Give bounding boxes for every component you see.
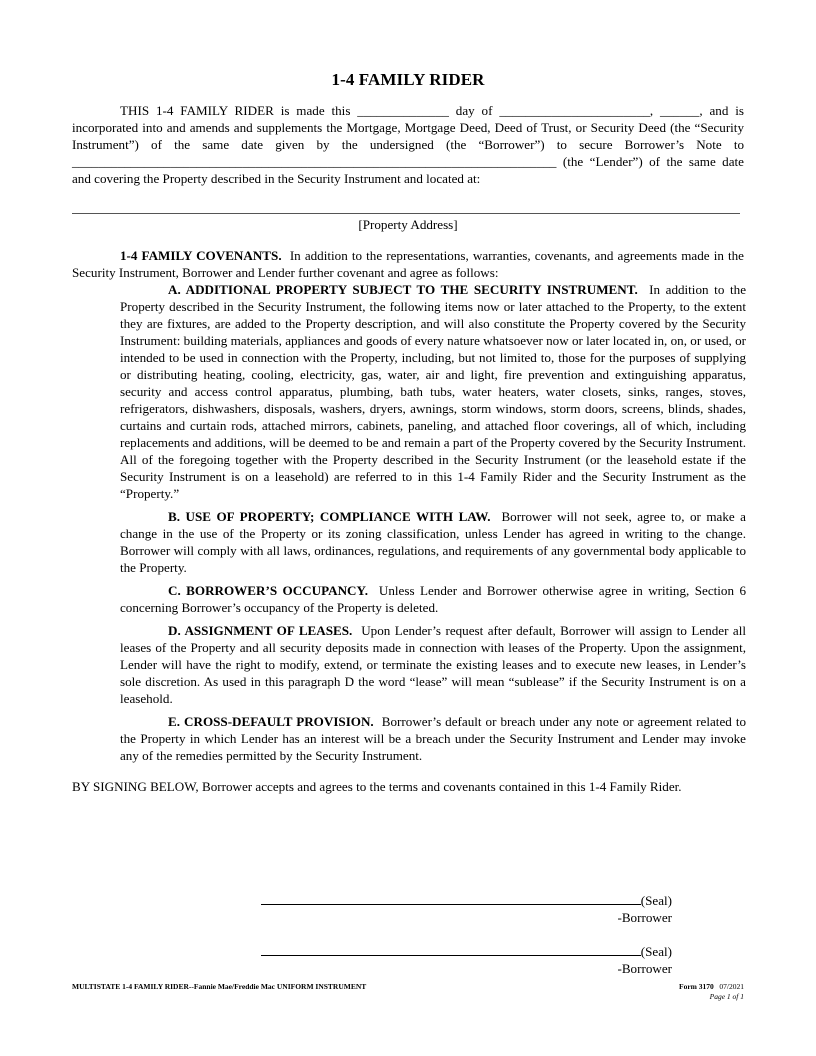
section-c-heading: C. BORROWER’S OCCUPANCY. bbox=[168, 583, 369, 598]
intro-part2: day of bbox=[455, 103, 493, 118]
covenants-heading: 1-4 FAMILY COVENANTS. bbox=[120, 248, 282, 263]
intro-part4: (the “Lender”) of the same date and covering the Property described in the Security Instrument and located at: bbox=[72, 154, 744, 186]
section-d bbox=[120, 622, 746, 707]
form-date: 07/2021 bbox=[719, 982, 744, 991]
section-e-heading: E. CROSS-DEFAULT PROVISION. bbox=[168, 714, 374, 729]
property-address-line[interactable] bbox=[72, 203, 740, 214]
signing-statement: BY SIGNING BELOW, Borrower accepts and agrees to the terms and covenants contained in this 1-4 Family Rider. bbox=[72, 779, 682, 794]
covenants-paragraph bbox=[72, 247, 744, 281]
seal-label: (Seal) bbox=[640, 893, 672, 908]
property-address-label: [Property Address] bbox=[358, 217, 458, 232]
section-a-heading: A. ADDITIONAL PROPERTY SUBJECT TO THE SECURITY INSTRUMENT. bbox=[168, 282, 638, 297]
document-title: 1-4 FAMILY RIDER bbox=[331, 70, 485, 89]
covenant-sections bbox=[120, 281, 746, 764]
year-blank[interactable]: ______ bbox=[660, 103, 700, 118]
section-a bbox=[120, 281, 746, 502]
section-e-text: Borrower’s default or breach under any note or agreement related to the Property in which Lender has an interest will be a breach under the Security Instrument and Lender may invoke any of the remedies permitted by the Security Instrument. bbox=[120, 714, 747, 763]
intro-paragraph bbox=[72, 102, 744, 187]
signature-row bbox=[256, 943, 672, 960]
document-page bbox=[72, 70, 747, 795]
page-number: Page 1 of 1 bbox=[709, 992, 744, 1001]
intro-comma: , bbox=[649, 103, 654, 118]
covenants-text: In addition to the representations, warranties, covenants, and agreements made in the Security Instrument, Borrower and Lender further covenant and agree as follows: bbox=[72, 248, 744, 280]
month-blank[interactable]: _______________________ bbox=[499, 103, 650, 118]
borrower-label: -Borrower bbox=[617, 910, 672, 925]
signature-row bbox=[256, 892, 672, 909]
signature-block-1 bbox=[256, 892, 672, 926]
section-a-text: In addition to the Property described in the Security Instrument, the following items now or later attached to the Property, to the extent they are fixtures, are added to the Property description, and will also constitute the Property covered by the Security Instrument: building materials, appliances and goods of every nature whatsoever now or later located in, on, or used, or intended to be used in connection with the Property, including, but not limited to, those for the purposes of supplying or distributing heating, cooling, electricity, gas, water, air and light, fire prevention and extinguishing apparatus, security and access control apparatus, plumbing, bath tubs, water heaters, water closets, sinks, ranges, stoves, refrigerators, dishwashers, disposals, washers, dryers, awnings, storm windows, storm doors, screens, blinds, shades, curtains and curtain rods, attached mirrors, cabinets, paneling, and attached floor coverings, all of which, including replacements and additions, will be deemed to be and remain a part of the Property covered by the Security Instrument. All of the foregoing together with the Property described in the Security Instrument (or the leasehold estate if the Security Instrument is on a leasehold) are referred to in this 1-4 Family Rider and the Security Instrument as the “Property.” bbox=[120, 282, 747, 501]
footer-instrument-name: MULTISTATE 1-4 FAMILY RIDER--Fannie Mae/Freddie Mac UNIFORM INSTRUMENT bbox=[72, 982, 367, 991]
section-b-heading: B. USE OF PROPERTY; COMPLIANCE WITH LAW. bbox=[168, 509, 491, 524]
form-number: Form 3170 bbox=[678, 982, 714, 991]
section-b-text: Borrower will not seek, agree to, or make a change in the use of the Property or its zoning classification, unless Lender has agreed in writing to the change. Borrower will comply with all laws, ordinances, regulations, and requirements of any governmental body applicable to the Property. bbox=[120, 509, 746, 575]
signature-line[interactable] bbox=[261, 943, 641, 956]
signature-line[interactable] bbox=[261, 892, 641, 905]
intro-part3: , and is incorporated into and amends and supplements the Mortgage, Mortgage Deed, Deed of Trust, or Security Deed (the “Security Instrument”) of the same date given by the undersigned (the “Borrower”) to secure Borrower’s Note to bbox=[72, 103, 744, 152]
lender-blank[interactable]: __________________________________________________________________________ bbox=[72, 154, 557, 169]
seal-label: (Seal) bbox=[640, 944, 672, 959]
intro-part1: THIS 1-4 FAMILY RIDER is made this bbox=[120, 103, 351, 118]
day-blank[interactable]: ______________ bbox=[357, 103, 449, 118]
footer-form-info bbox=[679, 982, 744, 1002]
signature-block-2 bbox=[256, 943, 672, 977]
section-e bbox=[120, 713, 746, 764]
section-c bbox=[120, 582, 746, 616]
section-b bbox=[120, 508, 746, 576]
borrower-label: -Borrower bbox=[617, 961, 672, 976]
section-c-text: Unless Lender and Borrower otherwise agree in writing, Section 6 concerning Borrower’s occupancy of the Property is deleted. bbox=[120, 583, 746, 615]
section-d-text: Upon Lender’s request after default, Borrower will assign to Lender all leases of the Property and all security deposits made in connection with leases of the Property. Upon the assignment, Lender will have the right to modify, extend, or terminate the existing leases and to execute new leases, in Lender’s sole discretion. As used in this paragraph D the word “lease” will mean “sublease” if the Security Instrument is on a leasehold. bbox=[120, 623, 746, 706]
section-d-heading: D. ASSIGNMENT OF LEASES. bbox=[168, 623, 353, 638]
